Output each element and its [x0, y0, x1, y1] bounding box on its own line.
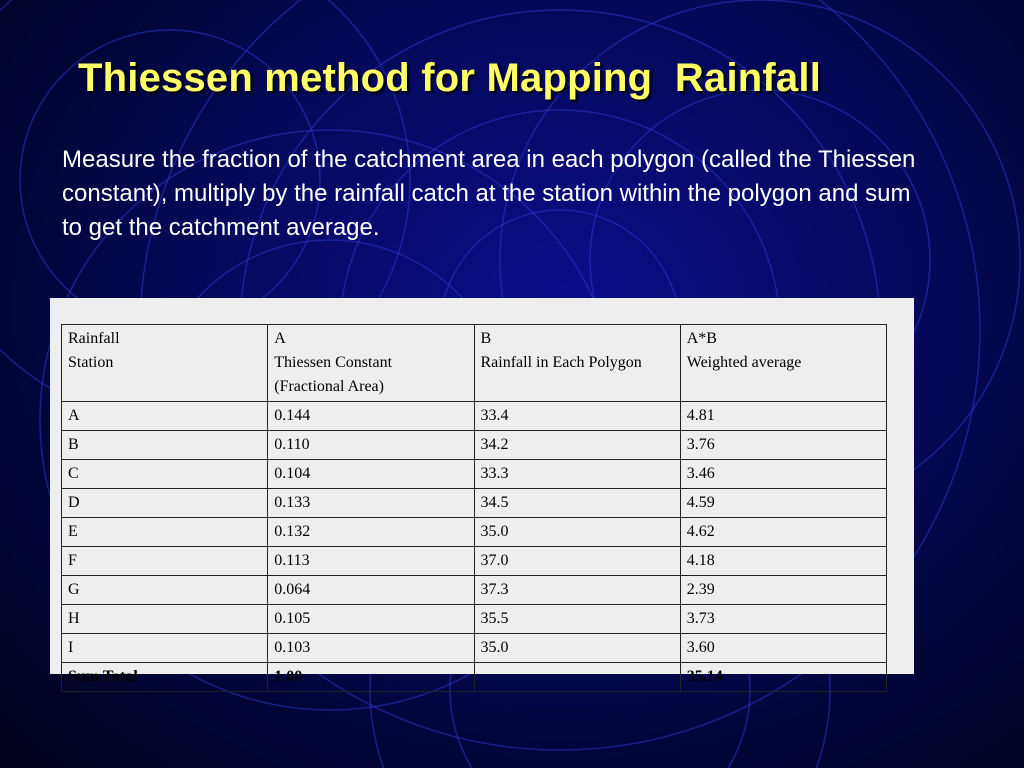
weighted-average-cell: 3.73: [680, 605, 886, 634]
table-row: [62, 576, 887, 605]
station-cell: A: [62, 402, 268, 431]
station-cell: I: [62, 634, 268, 663]
station-cell: B: [62, 431, 268, 460]
slide-title: Thiessen method for Mapping Rainfall: [78, 56, 822, 100]
table-row: [62, 460, 887, 489]
rainfall-cell: 35.0: [474, 518, 680, 547]
slide-body-text: Measure the fraction of the catchment area in each polygon (called the Thiessen constant), multiply by the rainfall catch at the station within the polygon and sum to get the catchment average.: [62, 146, 916, 241]
thiessen-constant-cell: 0.113: [268, 547, 474, 576]
weighted-average-cell: 4.59: [680, 489, 886, 518]
station-cell: G: [62, 576, 268, 605]
thiessen-constant-cell: 0.103: [268, 634, 474, 663]
header-rainfall-station: Rainfall Station: [62, 325, 268, 402]
weighted-average-cell: 3.46: [680, 460, 886, 489]
table-row: [62, 634, 887, 663]
rainfall-cell: 35.5: [474, 605, 680, 634]
table-row: [62, 547, 887, 576]
weighted-average-cell: 4.81: [680, 402, 886, 431]
weighted-average-cell: 4.18: [680, 547, 886, 576]
sum-rainfall-empty: [474, 663, 680, 692]
weighted-average-cell: 2.39: [680, 576, 886, 605]
table-row: [62, 402, 887, 431]
sum-total-label: Sum Total: [62, 663, 268, 692]
thiessen-constant-cell: 0.132: [268, 518, 474, 547]
thiessen-constant-cell: 0.064: [268, 576, 474, 605]
table-row: [62, 489, 887, 518]
table-header-row: [62, 325, 887, 402]
table-panel: [50, 298, 914, 685]
station-cell: C: [62, 460, 268, 489]
rainfall-cell: 33.3: [474, 460, 680, 489]
table-row: [62, 431, 887, 460]
thiessen-constant-cell: 0.110: [268, 431, 474, 460]
rainfall-cell: 35.0: [474, 634, 680, 663]
header-thiessen-constant: A Thiessen Constant (Fractional Area): [268, 325, 474, 402]
weighted-average-cell: 3.60: [680, 634, 886, 663]
thiessen-constant-cell: 0.104: [268, 460, 474, 489]
rainfall-cell: 34.5: [474, 489, 680, 518]
header-weighted-average: A*B Weighted average: [680, 325, 886, 402]
rainfall-cell: 34.2: [474, 431, 680, 460]
rainfall-cell: 33.4: [474, 402, 680, 431]
station-cell: E: [62, 518, 268, 547]
station-cell: H: [62, 605, 268, 634]
rainfall-table: [61, 324, 887, 692]
rainfall-cell: 37.0: [474, 547, 680, 576]
rainfall-cell: 37.3: [474, 576, 680, 605]
station-cell: F: [62, 547, 268, 576]
thiessen-constant-cell: 0.105: [268, 605, 474, 634]
table-row: [62, 518, 887, 547]
station-cell: D: [62, 489, 268, 518]
weighted-average-cell: 3.76: [680, 431, 886, 460]
thiessen-constant-cell: 0.133: [268, 489, 474, 518]
sum-weighted-average: 35.14: [680, 663, 886, 692]
table-row: [62, 605, 887, 634]
thiessen-constant-cell: 0.144: [268, 402, 474, 431]
sum-thiessen-constant: 1.00: [268, 663, 474, 692]
sum-total-row: [62, 663, 887, 692]
weighted-average-cell: 4.62: [680, 518, 886, 547]
header-rainfall-polygon: B Rainfall in Each Polygon: [474, 325, 680, 402]
